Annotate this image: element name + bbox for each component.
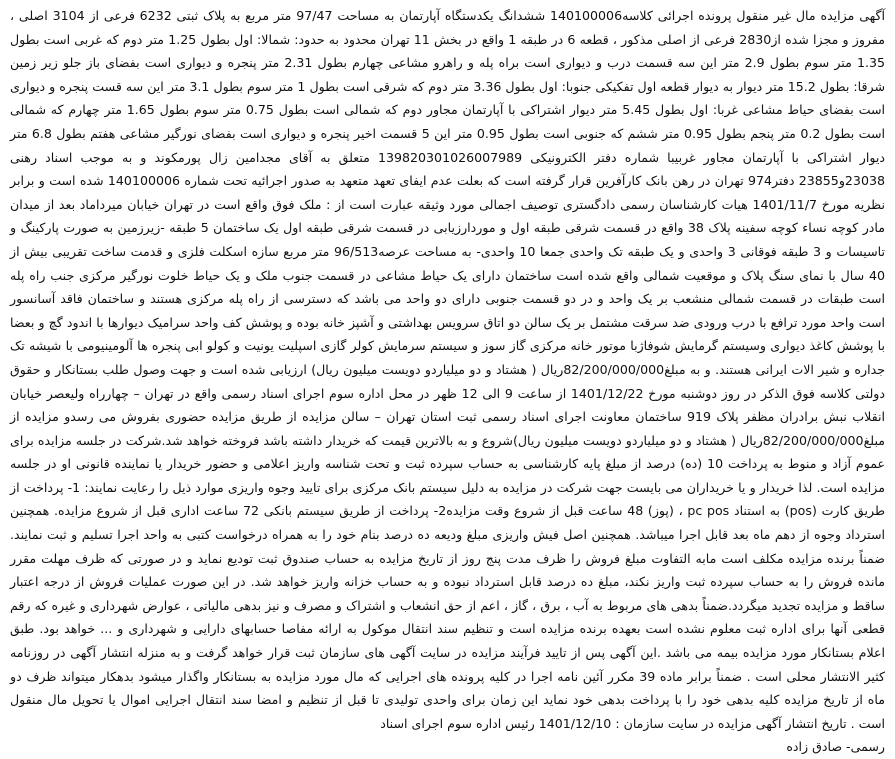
notice-signature: رسمی- صادق زاده [786,739,885,755]
auction-notice-body: آگهی مزایده مال غیر منقول پرونده اجرائی کلاسه140100006 ششدانگ یکدستگاه آپارتمان به مساحت 97/47 متر مربع به پلاک ثبتی 6232 فرعی از 3104 اصلی ، مفروز و مجزا شده از2830 فرعی از اصلی مذکور ، قطعه 6 در طبقه 1 واقع در بخش 11 تهران محدود به حدود: شمالا: اول بطول 1.25 متر دوم که غربی است بطول 1.35 متر سوم بطول 2.9 متر این سه قسمت درب و دیواری است براه پله و راهرو مشاعی چهارم بطول 2.31 متر پنجره و دیواری است بفضای باز جلو زیر زمین شرقا: بطول 15.2 متر دیوار به دیوار قطعه اول تفکیکی جنوبا: اول بطول 3.36 متر دوم که شرقی است بطول 1 متر سوم بطول 3.1 متر این سه قست پنجره و دیواری است بفضای حیاط مشاعی غربا: اول بطول 5.45 متر دیوار اشتراکی با آپارتمان مجاور دوم که شمالی است بطول 0.75 متر سوم بطول 1.65 متر چهارم که شمالی است بطول 0.2 متر پنجم بطول 0.95 متر ششم که جنوبی است بطول 0.95 متر این 5 قسمت اخیر پنجره و دیواری است بفضای نورگیر مشاعی هفتم بطول 6.8 متر دیوار اشتراکی با آپارتمان مجاور غربیبا شماره دفتر الکترونیکی 139820301026007989 متعلق به آقای مجدامین زال پورمکوند و به موجب اسناد رهنی 23038و23855 دفتر974 تهران در رهن بانک کارآفرین قرار گرفته است که بعلت عدم ایفای تعهد متعهد به صدور اجرائیه تحت شماره 140100006 شده است و برابر نظریه مورخ 1401/11/7 هیات کارشناسان رسمی دادگستری توصیف اجمالی مورد وثیقه عبارت است از : ملک فوق واقع است در تهران خیابان میرداماد بعد از میدان مادر کوچه نساء کوچه سفینه پلاک 38 واقع در قسمت شرقی طبقه اول و موردارزیابی در قسمت شرقی طبقه اول یک ساختمان 5 طبقه -زیرزمین به صورت پارکینگ و تاسیسات و 3 طبقه فوقانی 3 واحدی و یک طبقه تک واحدی جمعا 10 واحدی- به مساحت عرصه96/513 متر مربع سازه اسکلت فلزی و قدمت ساخت تقریبی بیش از 40 سال با نمای سنگ پلاک و موقعیت شمالی واقع شده است ساختمان دارای یک حیاط مشاعی در قسمت جنوب ملک و یک حیاط خلوت نورگیر مرکزی جنب راه پله است طبقات در قسمت شمالی منشعب بر یک واحد و در دو قسمت جنوبی دارای دو واحد می باشد که دسترسی از راه پله مرکزی هستند و ساختمان فاقد آسانسور است واحد مورد ترافع با درب ورودی ضد سرقت مشتمل بر یک سالن دو اتاق سرویس بهداشتی و آشپز خانه بوده و پوشش کف واحد سرامیک دیوارها با اندود گچ و بعضا با پوشش کاغذ دیواری وسیستم گرمایش شوفاژبا موتور خانه مرکزی گاز سوز و سیستم سرمایش کولر گازی اسپلیت یونیت و کولو ابی پنجره ها آلومینیومی با شیشه تک جداره و شیر الات ایرانی هستند. و به مبلغ82/200/000/000ریال ( هشتاد و دو میلیاردو دویست میلیون ریال) ارزیابی شده است و جهت وصول طلب بستانکار و حقوق دولتی کلاسه فوق الذکر در روز دوشنبه مورخ 1401/12/22 از ساعت 9 الی 12 ظهر در محل اداره سوم اجرای اسناد رسمی واقع در تهران – چهارراه ولیعصر خیابان انقلاب نبش برادران مظفر پلاک 919 ساختمان معاونت اجرای اسناد رسمی ثبت استان تهران – سالن مزایده از طریق مزایده حضوری بفروش می رسدو مزایده از مبلغ82/200/000/000ریال ( هشتاد و دو میلیاردو دویست میلیون ریال)شروع و به بالاترین قیمت که خریدار داشته باشد فروخته خواهد شد.شرکت در جلسه مزایده برای عموم آزاد و منوط به پرداخت 10 (ده) درصد از مبلغ پایه کارشناسی به حساب سپرده ثبت و تحت شناسه واریز اعلامی و حضور خریدار یا نماینده قانونی او در جلسه مزایده است. لذا خریدار و یا خریداران می بایست جهت شرکت در مزایده به دلیل سیستم بانک مرکزی برای تایید وجوه واریزی موارد ذیل را رعایت نمایند: 1- پرداخت از طریق کارت (pos) به استناد pc pos ، (پوز) 48 ساعت قبل از شروع وقت مزایده2- پرداخت از طریق سیستم بانکی 72 ساعت اداری قبل از شروع مزایده. همچنین استرداد وجوه از دهم ماه بعد قابل اجرا میباشد. همچنین اصل فیش واریزی مبلغ ودیعه ده درصد بنام خود را به همراه درخواست کتبی به واحد اجرا تسلیم و ثبت نمایند. ضمناً برنده مزایده مکلف است مابه التفاوت مبلغ فروش را ظرف مدت پنج روز از تاریخ مزایده به حساب صندوق ثبت تودیع نماید و در صورتی که ظرف مهلت مقرر مانده فروش را به حساب سپرده ثبت واریز نکند، مبلغ ده درصد قابل استرداد نبوده و به حساب خزانه واریز خواهد شد. در این صورت عملیات فروش از درجه اعتبار ساقط و مزایده تجدید میگردد.ضمناً بدهی های مربوط به آب ، برق ، گاز ، اعم از حق انشعاب و اشتراک و مصرف و نیز بدهی مالیاتی ، عوارض شهرداری و غیره که رقم قطعی آنها برای اداره ثبت معلوم نشده است بعهده برنده مزایده است و تنظیم سند انتقال موکول به ارائه مفاصا حسابهای دارایی و شهرداری و ... خواهد بود. طبق اعلام بستانکار مورد مزایده بیمه می باشد .این آگهی پس از تایید فرآیند مزایده در سایت آگهی های سازمان ثبت قرار خواهد گرفت و به منزله انتشار آگهی در روزنامه کثیر الانتشار محلی است . ضمناً برابر ماده 39 مکرر آئین نامه اجرا در کلیه پرونده های اجرایی که مال مورد مزایده به بستانکار واگذار میشود بدهکار میتواند ظرف دو ماه از تاریخ مزایده کلیه بدهی خود را با پرداخت بدهی خود نماید این زمان برای واحدی تولیدی تا قبل از تنظیم و امضا سند انتقال اجرایی اموال یا تحویل مال منقول است . تاریخ انتشار آگهی مزایده در سایت سازمان : 1401/12/10 رئیس اداره سوم اجرای اسناد [10,8,886,731]
